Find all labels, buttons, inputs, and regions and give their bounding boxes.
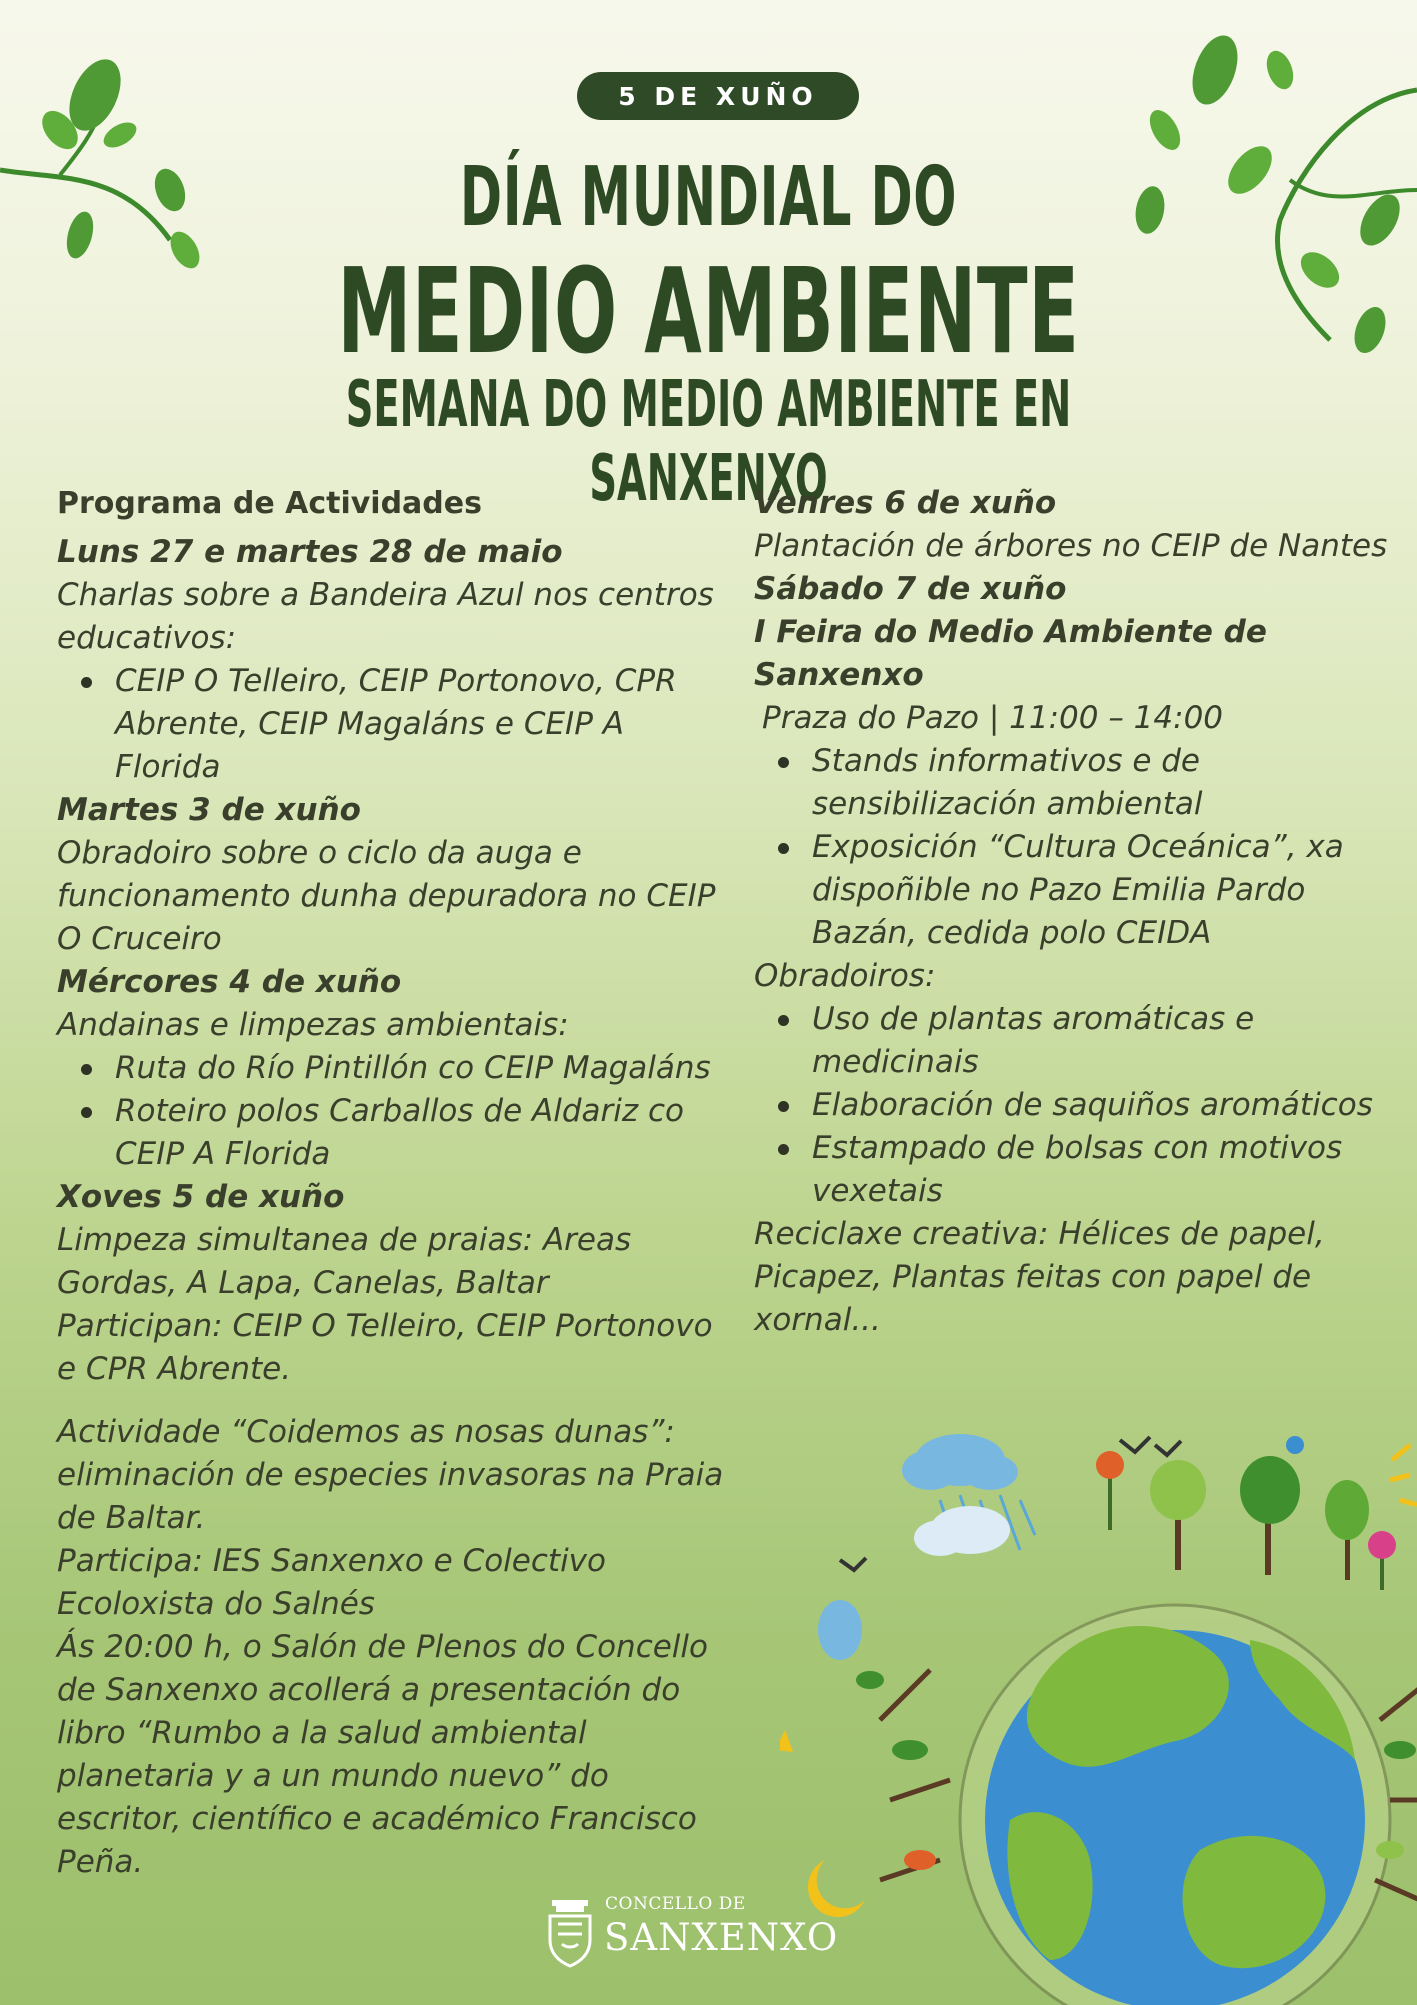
flower-icon xyxy=(1096,1451,1124,1530)
vine-left-icon xyxy=(0,50,220,280)
place-time: Praza do Pazo | 11:00 – 14:00 xyxy=(762,700,1224,736)
list-item: Stands informativos e de sensibilización ambiental xyxy=(812,740,1394,826)
bullet-list xyxy=(754,740,1394,955)
section-text: Ás 20:00 h, o Salón de Plenos do Concello de Sanxenxo acollerá a presentación do libro “Rumbo a la salud ambiental planetaria y a un mundo nuevo” do escritor, científico e académico Francisco Peña. xyxy=(57,1629,708,1880)
section-heading: Sábado 7 de xuño xyxy=(754,571,1067,607)
workshops-label: Obradoiros: xyxy=(754,958,936,994)
section-heading: Luns 27 e martes 28 de maio xyxy=(57,534,563,570)
cloud-icon xyxy=(914,1506,1010,1556)
bullet-list xyxy=(57,660,725,789)
vine-right-icon xyxy=(1130,20,1417,360)
tree-icon xyxy=(1240,1456,1300,1575)
section-text: Limpeza simultanea de praias: Areas Gordas, A Lapa, Canelas, Baltar xyxy=(57,1222,632,1301)
cloud-icon xyxy=(818,1600,862,1660)
date-pill: 5 DE XUÑO xyxy=(577,72,859,120)
list-item: CEIP O Telleiro, CEIP Portonovo, CPR Abrente, CEIP Magaláns e CEIP A Florida xyxy=(115,660,725,789)
bird-icon xyxy=(1120,1437,1150,1452)
list-item: Roteiro polos Carballos de Aldariz co CEIP A Florida xyxy=(115,1090,725,1176)
section-text: Actividade “Coidemos as nosas dunas”: eliminación de especies invasoras na Praia de Baltar. xyxy=(57,1414,724,1536)
subtitle: SEMANA DO MEDIO AMBIENTE EN SANXENXO xyxy=(345,368,1072,516)
section-heading: Mércores 4 de xuño xyxy=(57,964,402,1000)
sun-icon xyxy=(1390,1445,1417,1505)
section-text: Participan: CEIP O Telleiro, CEIP Portonovo e CPR Abrente. xyxy=(57,1308,713,1387)
cloud-icon xyxy=(902,1434,1018,1490)
bird-icon xyxy=(1155,1441,1181,1455)
tree-icon xyxy=(1325,1480,1369,1580)
list-item: Elaboración de saquiños aromáticos xyxy=(812,1084,1394,1127)
bullet-list xyxy=(57,1047,725,1176)
right-column xyxy=(754,482,1394,1342)
list-item: Uso de plantas aromáticas e medicinais xyxy=(812,998,1394,1084)
section-text: Plantación de árbores no CEIP de Nantes xyxy=(754,528,1388,564)
tree-icon xyxy=(1150,1460,1206,1570)
shield-icon xyxy=(544,1890,596,1968)
section-text: Andainas e limpezas ambientais: xyxy=(57,1007,569,1043)
logo-big-text: SANXENXO xyxy=(604,1916,839,1959)
section-text: Charlas sobre a Bandeira Azul nos centros educativos: xyxy=(57,577,714,656)
section-subheading: I Feira do Medio Ambiente de Sanxenxo xyxy=(754,614,1267,693)
section-heading: Venres 6 de xuño xyxy=(754,485,1057,521)
bird-icon xyxy=(840,1558,866,1570)
section-heading: Martes 3 de xuño xyxy=(57,792,361,828)
logo-small-text: CONCELLO DE xyxy=(605,1894,746,1914)
earth-illustration-icon xyxy=(780,1420,1417,2005)
logo xyxy=(544,1890,854,1970)
section-text: Obradoiro sobre o ciclo da auga e funcionamento dunha depuradora no CEIP O Cruceiro xyxy=(57,835,716,957)
list-item: Exposición “Cultura Oceánica”, xa dispoñible no Pazo Emilia Pardo Bazán, cedida polo CEIDA xyxy=(812,826,1394,955)
section-text: Participa: IES Sanxenxo e Colectivo Ecoloxista do Salnés xyxy=(57,1543,606,1622)
title-line2: MEDIO AMBIENTE xyxy=(337,242,1080,380)
left-column xyxy=(57,482,725,1884)
section-text: Reciclaxe creativa: Hélices de papel, Picapez, Plantas feitas con papel de xornal... xyxy=(754,1216,1325,1338)
program-heading: Programa de Actividades xyxy=(57,486,482,521)
title-line1: DÍA MUNDIAL DO xyxy=(459,150,958,245)
section-heading: Xoves 5 de xuño xyxy=(57,1179,345,1215)
drop-icon xyxy=(1286,1436,1304,1454)
list-item: Ruta do Río Pintillón co CEIP Magaláns xyxy=(115,1047,725,1090)
bullet-list xyxy=(754,998,1394,1213)
list-item: Estampado de bolsas con motivos vexetais xyxy=(812,1127,1394,1213)
star-icon xyxy=(780,1730,793,1752)
flower-icon xyxy=(1368,1531,1396,1590)
